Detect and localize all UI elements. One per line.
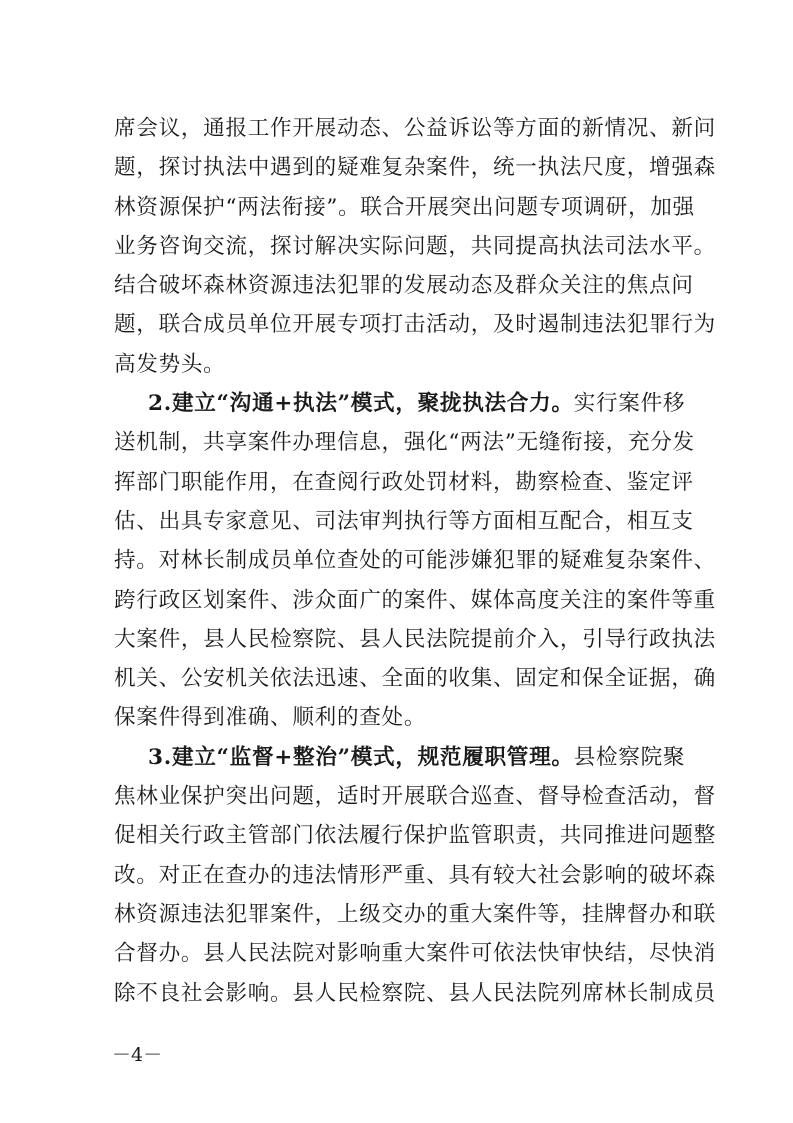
text-line: 林资源违法犯罪案件，上级交办的重大案件等，挂牌督办和联 — [114, 901, 716, 927]
text-line: 送机制，共享案件办理信息，强化“两法”无缝衔接，充分发 — [114, 430, 695, 456]
text-line: 高发势头。 — [114, 351, 226, 377]
text-line: 促相关行政主管部门依法履行保护监管职责，共同推进问题整 — [114, 823, 716, 849]
text-line: 焦林业保护突出问题，适时开展联合巡查、督导检查活动，督 — [114, 784, 716, 810]
text-line: 估、出具专家意见、司法审判执行等方面相互配合，相互支 — [114, 508, 694, 534]
page-number: －4－ — [112, 1044, 163, 1066]
paragraph-heading: 2.建立“沟通+执法”模式，聚拢执法合力。 — [148, 391, 574, 417]
text-segment: 县检察院聚 — [573, 744, 686, 770]
text-line: 题，联合成员单位开展专项打击活动，及时遏制违法犯罪行为 — [114, 312, 716, 338]
text-line: 除不良社会影响。县人民检察院、县人民法院列席林长制成员 — [114, 980, 716, 1006]
paragraph-first-line — [114, 384, 692, 423]
text-line: 题，探讨执法中遇到的疑难复杂案件，统一执法尺度，增强森 — [114, 155, 716, 181]
text-line: 跨行政区划案件、涉众面广的案件、媒体高度关注的案件等重 — [114, 587, 716, 613]
paragraph-first-line — [114, 738, 692, 777]
body-text — [114, 109, 716, 1013]
text-line: 保案件得到准确、顺利的查处。 — [114, 705, 427, 731]
text-line: 业务咨询交流，探讨解决实际问题，共同提高执法司法水平。 — [114, 233, 716, 259]
text-line: 林资源保护“两法衔接”。联合开展突出问题专项调研，加强 — [114, 194, 695, 220]
text-line: 席会议，通报工作开展动态、公益诉讼等方面的新情况、新问 — [114, 116, 716, 141]
text-line: 结合破坏森林资源违法犯罪的发展动态及群众关注的焦点问 — [114, 273, 694, 299]
text-line: 机关、公安机关依法迅速、全面的收集、固定和保全证据，确 — [114, 666, 716, 692]
text-segment: 实行案件移 — [573, 391, 686, 417]
paragraph-heading: 3.建立“监督+整治”模式，规范履职管理。 — [148, 744, 574, 770]
text-line: 改。对正在查办的违法情形严重、具有较大社会影响的破坏森 — [114, 862, 716, 888]
text-line: 挥部门职能作用，在查阅行政处罚材料，勘察检查、鉴定评 — [114, 469, 694, 495]
text-line: 大案件，县人民检察院、县人民法院提前介入，引导行政执法 — [114, 626, 716, 652]
text-line: 持。对林长制成员单位查处的可能涉嫌犯罪的疑难复杂案件、 — [114, 548, 716, 574]
text-line: 合督办。县人民法院对影响重大案件可依法快审快结，尽快消 — [114, 941, 716, 967]
